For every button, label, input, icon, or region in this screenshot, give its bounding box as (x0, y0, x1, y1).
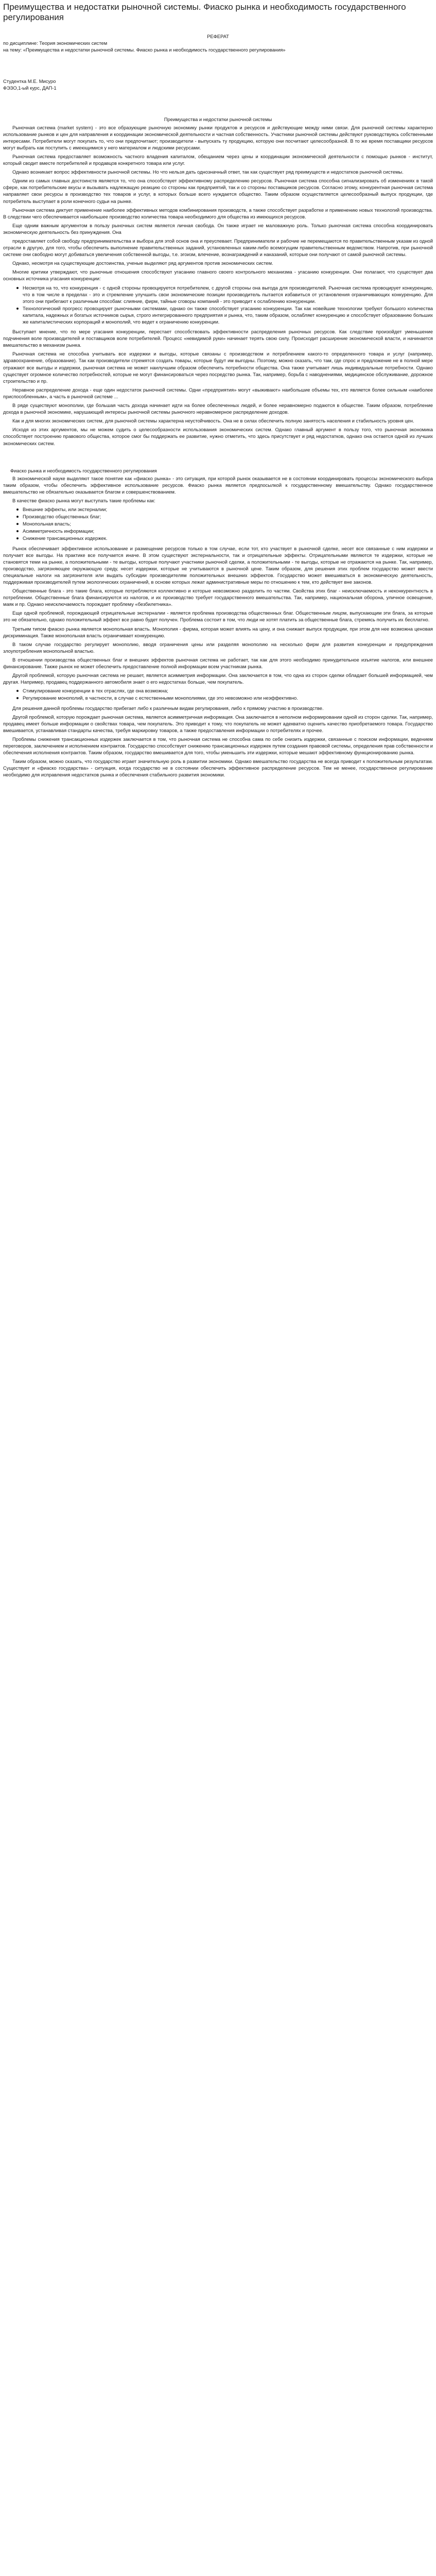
paragraph: Еще одним важным аргументом в пользу рыночных систем является личная свобода. Он также играет не маловажную роль. Только рыночная система способна координировать экономическую деятельность без принуждения. Она (3, 222, 433, 235)
section-market-system (3, 116, 433, 446)
section-body (3, 475, 433, 504)
paragraph: Многие критики утверждают, что рыночные отношения способствуют угасанию главного своего контрольного механизма - угасанию конкуренции. Они полагают, что существует два основных источника угасания конкуренции: (3, 269, 433, 282)
discipline-line: по дисциплине: Теория экономических систем (3, 40, 108, 46)
paragraph: Общественные блага - это такие блага, которые потребляются коллективно и которые невозможно разделить по частям. Свойства этих благ - неисключаемость и неконкурентность в потреблении. Общественные блага финансируются из налогов, и их производство требует государственного вмешательства. Так, например, национальная оборона, уличное освещение, маяк и пр. Однако неисключаемость порождает проблему «безбилетника». (3, 588, 433, 607)
section-body (3, 124, 433, 282)
student-group: ФЭЗО,1-ый курс, ДАП-1 (3, 85, 57, 91)
bullet-list (16, 506, 433, 541)
paragraph: Другой проблемой, которую рыночная система не решает, является асимметрия информации. Она заключается в том, что одна из сторон сделки обладает большей информацией, чем другая. Например, продавец поддержанного автомобиля знает о его недостатках больше, чем покупатель. (3, 672, 433, 685)
paragraph: Другой проблемой, которую порождает рыночная система, является асимметричная информация. Она заключается в неполном информировании одной из сторон сделки. Так, например, продавец имеет больше информации о свойствах товара, чем покупатель. Это приводит к тому, что покупатель не может адекватно оценить качество приобретаемого товара. Государство вмешивается, устанавливая стандарты качества, требуя маркировку товаров, а также предоставления информации о потребителях и прочее. (3, 714, 433, 733)
paragraph: Одним из самых главных достоинств является то, что она способствует эффективному распределению ресурсов. Рыночная система способна сигнализировать об изменениях в такой сфере, как потребительские вкусы и вызывать надлежащую реакцию со стороны как предприятий, так и со стороны поставщиков ресурсов. Согласно этому, конкурентная рыночная система направляет свои ресурсы в производство тех товаров и услуг, в которых больше всего нуждается общество. Таким образом осуществляется целесообразный выпуск продукции, где потребитель выступает в роли конечного судьи на рынке. (3, 178, 433, 204)
paragraph: В экономической науке выделяют такое понятие как «фиаско рынка» - это ситуация, при которой рынок оказывается не в состоянии координировать процессы экономического выбора таким образом, чтобы обеспечить эффективное использование ресурсов. Фиаско рынка является предпосылкой к государственному вмешательству. Однако государственное вмешательство не обязательно оказывается благом и совершенствованием. (3, 475, 433, 495)
paragraph: предоставляет собой свободу предпринимательства и выбора для этой основ она и преуспевает. Предприниматели и рабочие не перемещаются по правительственным указам из одной отрасли в другую, для того, чтобы обеспечить выполнение правительственных заданий, установленных каким-либо всемогущим правительственным ведомством. Напротив, при рыночной системе они свободно могут добиваться увеличения собственной выгоды, т.е. эгоизм, влечение, вознаграждений и наказаний, которые они получают от самой рыночной системы. (3, 238, 433, 258)
paragraph: Рыночная система не способна учитывать все издержки и выгоды, которые связаны с производством и потреблением какого-то определенного товара и услуг (например, здравоохранение, образование). Так как производители стремятся создать товары, которые будут им выгодны. Поэтому, можно сказать, что там, где спрос и предложение не в полной мере отражают все выгоды и издержки, рыночная система не может наилучшим образом обеспечить потребности общества. Она также учитывает лишь индивидуальные потребности. Однако существует огромное количество потребностей, которые не могут финансироваться через посредство рынка. Так, например, борьба с наводнениями, медицинское обслуживание, дорожное строительство и пр. (3, 351, 433, 384)
topic-line: на тему: «Преимущества и недостатки рыночной системы. Фиаско рынка и необходимость государственного регулирования» (3, 47, 286, 53)
paragraph: Проблемы снижения трансакционных издержек заключается в том, что рыночная система не способна сама по себе снизить издержки, связанные с поиском информации, ведением переговоров, заключением и исполнением контрактов. Государство способствует снижению трансакционных издержек путем создания правовой системы, определения прав собственности и обеспечения исполнения контрактов. Таким образом, государство вмешивается для того, чтобы уменьшить эти издержки, которые мешают эффективному функционированию рынка. (3, 736, 433, 756)
paragraph: Для решения данной проблемы государство прибегает либо к различным видам регулирования, либо к прямому участию в производстве. (12, 705, 324, 711)
paragraph: В таком случае государство регулирует монополию, вводя ограничения цены или разделяя монополию на несколько фирм для развития конкуренции и предупреждения злоупотребления монопольной властью. (3, 641, 433, 654)
bullet-item: Монопольная власть; (16, 520, 433, 527)
paragraph: Таким образом, можно сказать, что государство играет значительную роль в развитии экономики. Однако вмешательство государства не всегда приводит к положительным результатам. Существует и «фиаско государства» - ситуация, когда государство не в состоянии обеспечить эффективное распределение ресурсов. Тем не менее, государственное регулирование необходимо для исправления недостатков рынка и обеспечения стабильного развития экономики. (3, 758, 433, 778)
section-title: Фиаско рынка и необходимость государственного регулирования (10, 467, 157, 473)
paragraph: В отношении производства общественных благ и внешних эффектов рыночная система не работает, так как для этого необходимо принудительное изъятие налогов, или внешнее финансирование. Также рынок не может обеспечить предоставление полной информации всем участникам рынка. (3, 656, 433, 670)
paragraph: Однако, несмотря на существующие достоинства, ученые выделяют ряд аргументов против экономических систем. (12, 260, 273, 266)
section-title: Преимущества и недостатки рыночной системы (164, 116, 272, 123)
bullet-list (16, 687, 433, 701)
student-name: Студентка М.Е. Мисуро (3, 78, 56, 84)
paragraph: Исходя из этих аргументов, мы не можем судить о целесообразности использования экономических систем. Однако главный аргумент в пользу того, что рыночная экономика способствует построению правового общества, которое смог бы поддержать ее развитие, нужно отметить, что здесь присутствует и ряд недостатков, однако она остается одной из лучших экономических систем. (3, 427, 433, 446)
paragraph: Выступает мнение, что по мере угасания конкуренции, перестает способствовать эффективности распределения рыночных ресурсов. Как следствие произойдет уменьшение подчинения воле производителей и поставщиков воле потребителей. Процесс «невидимой руки» начинает терять свою силу. Происходит расширение экономической власти, и начинается вмешательство в механизм рынка. (3, 329, 433, 348)
paragraph: Однако возникает вопрос эффективности рыночной системы. Но что нельзя дать однозначный ответ, так как существует ряд преимуществ и недостатков рыночной системы. (12, 169, 404, 175)
bullet-list (16, 284, 433, 326)
title-page-block (3, 33, 433, 91)
section-market-failure (3, 467, 433, 778)
document-page (0, 0, 436, 785)
paragraph: В качестве фиаско рынка могут выступать такие проблемы как: (12, 497, 155, 503)
bullet-item: Внешние эффекты, или экстерналии; (16, 506, 433, 513)
bullet-item: Асимметричность информации; (16, 528, 433, 534)
document-title: Преимущества и недостатки рыночной системы. Фиаско рынка и необходимость государственного регулирования (3, 2, 406, 22)
essay-type-heading: РЕФЕРАТ (207, 33, 229, 39)
bullet-item: Регулирование монополий, в частности, в случае с естественными монополиями, где это невозможно или неэффективно. (16, 694, 433, 701)
paragraph: Рыночная система предоставляет возможность частного владения капиталом, обещанием через цены и координации экономической деятельности с помощью рынков - институт, который сводит вместе потребителей и продавцов конкретного товара или услуг. (3, 153, 433, 166)
bullet-item: Несмотря на то, что конкуренция - с одной стороны провоцируется потребителем, с другой стороны она выгода для производителей. Рыночная система провоцирует конкуренцию, что в том числе в пределах - это и стремление улучшить свои экономические позиции производитель пытается избавиться от установления ограничивающих конкуренцию. Для этого они прибегают к различным способам: слияние, фирм, тайные сговоры компаний - это приводит к ослаблению конкуренции. (16, 284, 433, 304)
paragraph: Еще одной проблемой, порождающей отрицательные экстерналии - является проблема производства общественных благ. Общественным лицом, выпускающим эти блага, за которые это не обязательно, однако положительный эффект все равно будет получен. Проблема состоит в том, что люди не хотят платить за общественные блага, стремясь получить их бесплатно. (3, 610, 433, 623)
paragraph: Рынок обеспечивает эффективное использование и размещение ресурсов только в том случае, если тот, кто участвует в рыночной сделке, несет все связанные с ним издержки и получает все выгоды. На практике все получается иначе. В этом существуют экстернальности, так и отрицательные эффекты. Отрицательными являются те издержки, которые не становятся теми на рынке, а положительными - те выгоды, которые получают участники рыночной сделки, а положительными - те выгоды, которые не отражаются на рынке. Так, например, производство, загрязняющее окружающую среду, несет издержки, которые не учитываются в рыночной цене. Таким образом, для решения этих проблем государство может ввести специальные налоги на загрязнителя или выдать субсидии производителям положительных внешних эффектов. Государство может вмешиваться в экономическую деятельность, поддерживая производителей путем экологических ограничений, в основе которых лежат административные меры по отношению к тем, кто действует вне законов. (3, 545, 433, 585)
bullet-item: Стимулирование конкуренции в тех отраслях, где она возможна; (16, 687, 433, 694)
paragraph: Рыночная система (market system) - это все образующие рыночную экономику рынки продуктов и ресурсов и действующие между ними связи. Для рыночной системы характерно использование рынков и цен для направления и координации экономической деятельности и частная собственность. Участники рыночной системы действуют руководствуясь собственными интересами. Потребители могут покупать то, что они предпочитают; производители - выпускать ту продукцию, которую они посчитают целесообразной. В то же время поставщики ресурсов могут выбрать как поступить с имеющимися у него материалом и людскими ресурсами. (3, 124, 433, 150)
bullet-item: Производство общественных благ; (16, 513, 433, 520)
paragraph: Третьим типом фиаско рынка является монопольная власть. Монополия - фирма, которая может влиять на цену, и она снижает выпуск продукции, при этом для нее возможна ценовая дискриминация. Также монопольная власть ограничивает конкуренцию. (3, 625, 433, 638)
paragraph: Неравное распределение дохода - еще один недостаток рыночной системы. Одни «предприятия» могут «выживают» наибольшие объемы тех, кто является более сильным «наиболее приспособленным», а часть в рыночной системе ... (3, 386, 433, 399)
section-body (3, 545, 433, 686)
paragraph: Рыночная система диктует применение наиболее эффективных методов комбинирования производств, а также способствует разработке и применению новых технологий производства. В следствии чего обеспечивается наибольшее производство количества товара необходимого для общества из имеющихся ресурсов. (3, 207, 433, 219)
section-body (3, 328, 433, 447)
paragraph: Как и для многих экономических систем, для рыночной системы характерна неустойчивость. Она не в силах обеспечить полную занятость населения и стабильность уровня цен. (12, 418, 414, 424)
section-body (3, 705, 433, 778)
paragraph: В ряде существуют монополии, где большая часть дохода начинает идти на более обеспеченных людей, и более неравномерно подаются в обществе. Таким образом, потребление дохода в рыночной экономике, нарушающий интересы рыночной системы рыночного неравномерное распределение доходов. (3, 402, 433, 415)
bullet-item: Снижение трансакционных издержек. (16, 535, 433, 541)
bullet-item: Технологический прогресс провоцирует рыночными системами, однако он также способствует угасанию конкуренции. Так как новейшие технологии требуют большого количества капитала, надежных и богатых источников сырья, строго интегрированного предприятия и рынка, что, таким образом, ослабляет конкуренцию и способствует образованию больших же капиталистических корпораций и монополий, что ведет к ограничению конкуренции. (16, 305, 433, 325)
